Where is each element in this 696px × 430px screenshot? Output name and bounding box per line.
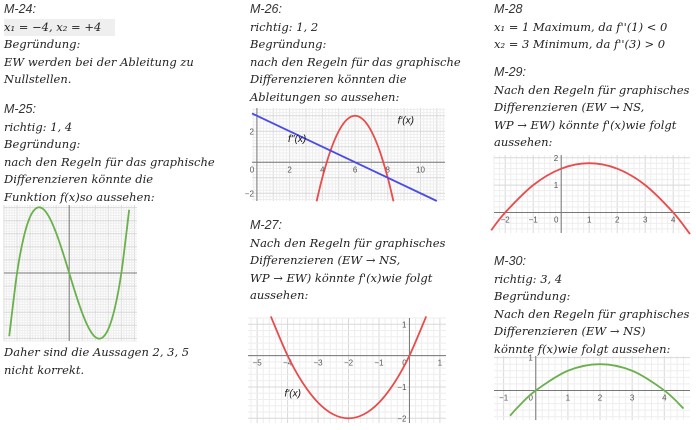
- m25-section: [4, 101, 215, 206]
- x-tick-label: 4: [670, 215, 676, 225]
- m25-line: Differenzieren könnte die: [4, 172, 154, 186]
- m29-graph: [494, 155, 690, 233]
- x-tick-label: 1: [437, 358, 443, 368]
- m28-line: x₁ = 1 Maximum, da f''(1) < 0: [494, 19, 668, 34]
- m25-conclusion: [4, 344, 189, 379]
- m29-section: [494, 64, 689, 152]
- m25-correct: richtig: 1, 4: [4, 119, 73, 134]
- x-tick-label: 3: [642, 215, 648, 225]
- x-tick-label: 0: [249, 165, 255, 175]
- m26-graph: [244, 108, 445, 201]
- y-tick-label: −2: [244, 189, 254, 199]
- y-tick-label: 2: [249, 127, 254, 137]
- m26-correct: richtig: 1, 2: [250, 19, 319, 34]
- m28-line: x₂ = 3 Minimum, da f''(3) > 0: [494, 37, 666, 51]
- x-tick-label: −5: [252, 358, 262, 368]
- m25-line: Funktion f(x)so aussehen:: [4, 189, 155, 204]
- x-tick-label: −3: [313, 358, 323, 368]
- m30-correct: richtig: 3, 4: [494, 271, 563, 286]
- m26-title: M-26:: [250, 2, 282, 16]
- y-tick-label: 1: [528, 353, 533, 363]
- x-tick-label: 2: [597, 393, 603, 403]
- m27-line: aussehen:: [250, 288, 309, 302]
- m24-reason-label: Begründung:: [4, 37, 81, 51]
- m30-graph: [494, 353, 690, 420]
- y-tick-label: 1: [401, 320, 407, 330]
- m29-title: M-29:: [494, 65, 526, 79]
- m30-section: [494, 253, 689, 358]
- m26-section: [250, 1, 461, 106]
- m29-line: WP → EW) könnte f'(x)wie folgt: [494, 117, 677, 132]
- x-tick-label: 2: [614, 215, 620, 225]
- y-tick-label: 1: [553, 181, 559, 191]
- m27-section: [250, 217, 445, 305]
- m27-line: Differenzieren (EW → NS,: [250, 253, 401, 267]
- x-tick-label: 0: [402, 358, 407, 368]
- x-tick-label: 8: [385, 165, 390, 175]
- m25-reason-label: Begründung:: [4, 137, 81, 151]
- m26-reason-label: Begründung:: [250, 37, 327, 51]
- m30-line: Differenzieren (EW → NS): [494, 324, 646, 338]
- x-tick-label: −2: [500, 215, 510, 225]
- series-label: f''(x): [287, 134, 307, 146]
- x-tick-label: −1: [528, 215, 538, 225]
- m30-reason-label: Begründung:: [494, 289, 571, 303]
- x-tick-label: 0: [553, 215, 559, 225]
- m30-line: Nach den Regeln für graphisches: [494, 306, 690, 321]
- series-label: f'(x): [397, 115, 414, 127]
- m29-line: Nach den Regeln für graphisches: [494, 82, 690, 97]
- m25-conclusion-line: Daher sind die Aussagen 2, 3, 5: [4, 345, 190, 359]
- m25-title: M-25:: [4, 102, 36, 116]
- x-tick-label: 6: [352, 165, 358, 175]
- m30-title: M-30:: [494, 254, 526, 268]
- m30-line: könnte f(x)wie folgt aussehen:: [494, 341, 671, 356]
- m28-section: [494, 1, 667, 54]
- m28-title: M-28: [494, 2, 523, 16]
- m25-line: nach den Regeln für das graphische: [4, 154, 215, 169]
- m24-line: Nullstellen.: [4, 72, 72, 86]
- y-tick-label: −2: [397, 414, 407, 424]
- x-tick-label: 4: [662, 393, 667, 403]
- x-tick-label: 3: [629, 393, 635, 403]
- m26-line: Ableitungen so aussehen:: [250, 89, 400, 104]
- m24-title: M-24:: [4, 2, 36, 16]
- x-tick-label: −1: [499, 393, 509, 403]
- x-tick-label: −4: [283, 358, 293, 368]
- m24-answer: x₁ = −4, x₂ = +4: [4, 19, 115, 37]
- y-tick-label: −1: [397, 382, 407, 392]
- m27-title: M-27:: [250, 218, 282, 232]
- x-tick-label: 0: [528, 393, 533, 403]
- x-tick-label: 1: [586, 215, 592, 225]
- x-tick-label: 1: [565, 393, 571, 403]
- y-tick-label: 2: [553, 153, 559, 163]
- m25-conclusion-line: nicht korrekt.: [4, 362, 85, 377]
- m27-line: WP → EW) könnte f'(x)wie folgt: [250, 270, 433, 285]
- x-tick-label: 10: [416, 165, 425, 175]
- m25-graph: [4, 205, 137, 341]
- m26-line: nach den Regeln für das graphische: [250, 54, 461, 69]
- m27-line: Nach den Regeln für graphisches: [250, 235, 446, 250]
- m26-line: Differenzieren könnten die: [250, 72, 407, 86]
- series-label: f'(x): [284, 388, 301, 400]
- x-tick-label: −2: [343, 358, 354, 368]
- x-tick-label: 4: [320, 165, 325, 175]
- m24-line: EW werden bei der Ableitung zu: [4, 54, 194, 69]
- m29-line: Differenzieren (EW → NS,: [494, 100, 645, 114]
- x-tick-label: −1: [374, 358, 384, 368]
- m27-graph: [248, 318, 446, 423]
- m29-line: aussehen:: [494, 135, 553, 149]
- x-tick-label: 2: [287, 165, 292, 175]
- m24-section: [4, 1, 194, 89]
